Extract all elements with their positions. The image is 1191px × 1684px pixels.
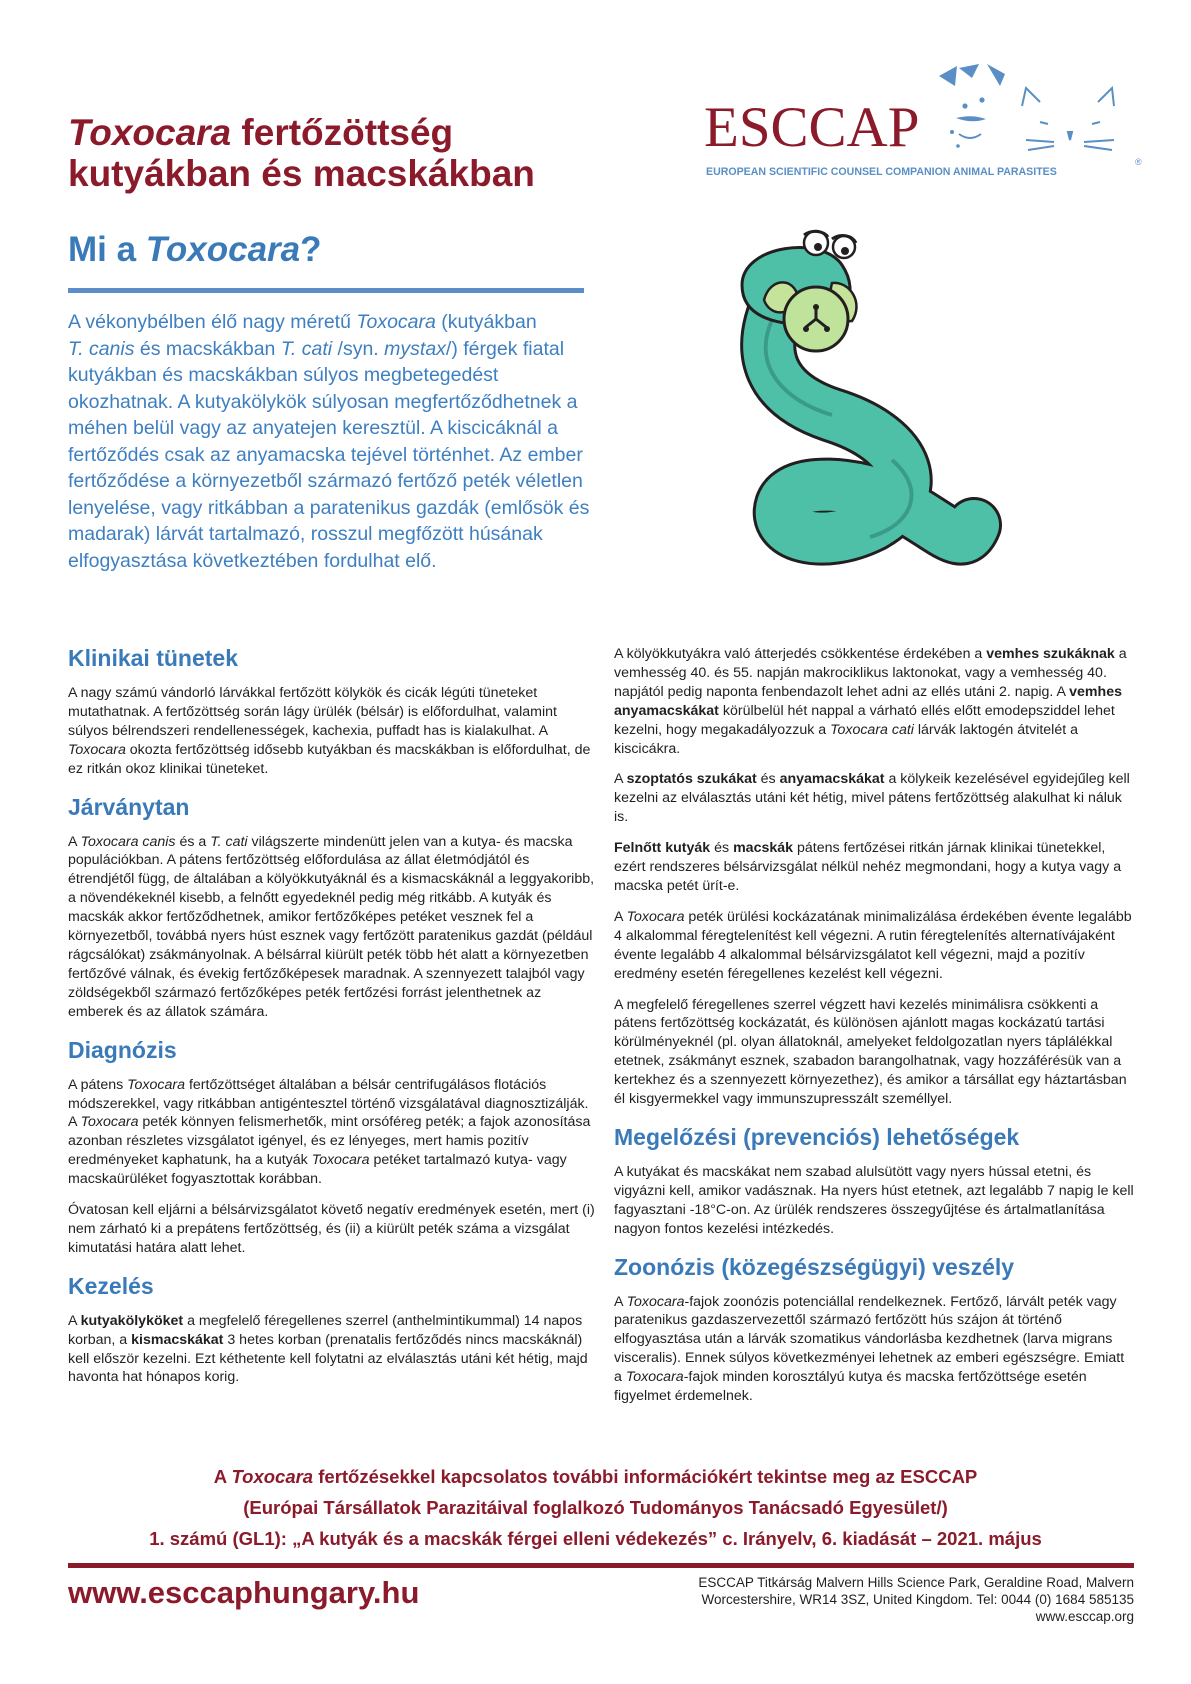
- title-line2: kutyákban és macskákban: [68, 153, 535, 194]
- col2-p3-bold-2: macskák: [733, 840, 794, 857]
- klinikai-italic: Toxocara: [68, 741, 126, 758]
- heading-diagnozis: Diagnózis: [68, 1036, 177, 1063]
- col2-p2-text-2: és: [756, 771, 780, 788]
- col2-paragraph-3: [614, 839, 1134, 896]
- diagnozis-text-4: petéket tartalmazó kutya- vagy macskaürüléket fogyasztottak korábban.: [68, 1152, 567, 1188]
- diagnozis-paragraph-1: [68, 1076, 596, 1189]
- paw-icon: [950, 97, 986, 147]
- intro-italic-3: T. cati: [280, 337, 333, 360]
- intro-text-1: A vékonybélben élő nagy méretű: [68, 311, 357, 333]
- intro-text-3: és macskákban: [134, 337, 281, 360]
- intro-text-4: /syn.: [332, 337, 385, 360]
- diagnozis-italic-2: Toxocara: [80, 1114, 139, 1131]
- toxocara-worm-illustration: [712, 225, 1002, 585]
- kezeles-bold-1: kutyakölyköket: [80, 1312, 184, 1329]
- diagnozis-italic-3: Toxocara: [311, 1152, 370, 1169]
- diagnozis-italic-1: Toxocara: [127, 1076, 186, 1093]
- col2-paragraph-2: [614, 770, 1134, 827]
- address-line-2: Worcestershire, WR14 3SZ, United Kingdom. Tel: 0044 (0) 1684 585135: [701, 1592, 1134, 1607]
- esccap-logo: [704, 62, 1144, 202]
- footer-line1-italic: Toxocara: [231, 1466, 314, 1487]
- footer-line1-text-1: A: [213, 1466, 232, 1487]
- heading-kezeles: Kezelés: [68, 1272, 154, 1299]
- col2-p1-text-1: A kölyökkutyákra való átterjedés csökkentése érdekében a: [614, 646, 987, 662]
- jarvanytan-text-3: világszerte mindenütt jelen van a kutya- és macska populációkban. A pátens fertőzöttség előfordulása az állat életmódjától és étrendjétől függ, de általában a kölyökkutyáknál és a kismacskáknál a leggyakoribb, a növendékeknél kisebb, a felnőtt egyedeknél pedig még ritkább. A kutyák és macskák akkor fertőződhetnek, amikor fertőzőképes petéket vesznek fel a környezetből, továbbá nyers húst esznek vagy fertőzött paratenikus gazdát (például rágcsálókat) zsákmányolnak. A bélsárral kiürült peték több hét alatt a környezetben fertőzővé válnak, és évekig fertőzőképesek maradnak. A szennyezett talajból vagy zöldségekből származó fertőzőképes peték fertőzési forrást jelenthetnek az emberek és az állatok számára.: [68, 833, 595, 1020]
- subtitle-prefix: Mi a: [68, 230, 146, 269]
- footer-line2: (Európai Társállatok Parazitáival foglalkozó Tudományos Tanácsadó Egyesület/): [243, 1497, 948, 1518]
- col2-p1-bold-2: vemhes anyamacskákat: [614, 683, 1122, 719]
- left-column: [68, 645, 596, 1399]
- zoonozis-text-1: A: [614, 1293, 627, 1310]
- col2-paragraph-5: A megfelelő féregellenes szerrel végzett havi kezelés minimálisra csökkenti a pátens fertőzöttség kockázatát, és különösen ajánlott magas kockázatú tartási körülményeknél (pl. olyan állatoknál, amelyeket feldolgozatlan nyers táplálékkal etetnek, zsákmányt esznek, szabadon barangolhatnak, vagy hozzáférésük van a kertekhez és a szennyezett környezethez), és amikor a társállat egy háztartásban él kisgyermekkel vagy immunszupresszált személlyel.: [614, 996, 1127, 1108]
- col2-p2-bold-2: anyamacskákat: [779, 771, 885, 788]
- dog-ear-icon: [939, 64, 1005, 86]
- diagnozis-text-3: peték könnyen felismerhetők, mint orsóféreg peték; a fajok azonosítása azonban részletes vizsgálatot igényel, és ez lényeges, mert hamis pozitív eredményeket kaphatunk, ha a kutyák: [68, 1114, 591, 1169]
- col2-p1-text-2: a vemhesség 40. és 55. napján makrociklikus laktonokat, vagy a vemhesség 40. napjától pedig naponta fenbendazolt lehet adni az ellés utáni 2. napig. A: [614, 646, 1127, 700]
- title-divider: [68, 288, 584, 293]
- zoonozis-italic-1: Toxocara: [626, 1293, 685, 1310]
- heading-jarvanytan: Járványtan: [68, 793, 190, 820]
- klinikai-paragraph: [68, 684, 596, 779]
- subtitle-suffix: ?: [300, 230, 322, 269]
- jarvanytan-text-2: és a: [175, 833, 211, 850]
- address-website-link[interactable]: www.esccap.org: [1035, 1609, 1134, 1624]
- kezeles-text-1: A: [68, 1312, 81, 1329]
- footer-line3: 1. számú (GL1): „A kutyák és a macskák férgei elleni védekezés” c. Irányelv, 6. kiadását – 2021. május: [149, 1528, 1042, 1549]
- zoonozis-italic-2: Toxocara: [625, 1369, 684, 1386]
- col2-p3-bold-1: Felnőtt kutyák: [614, 840, 711, 857]
- col2-p1-text-3: körülbelül hét nappal a várható ellés előtt emodepsziddel lehet kezelni, hogy megakadályozzuk a: [614, 702, 1115, 738]
- title-line1: fertőzöttség: [231, 112, 454, 153]
- page-title: [68, 112, 628, 194]
- cat-face-icon: [1022, 88, 1114, 150]
- logo-tagline: EUROPEAN SCIENTIFIC COUNSEL COMPANION ANIMAL PARASITES: [706, 166, 1057, 178]
- section-title-what-is: [68, 230, 322, 270]
- jarvanytan-italic-1: Toxocara canis: [80, 833, 176, 850]
- zoonozis-paragraph: [614, 1293, 1134, 1406]
- secretariat-address: [600, 1574, 1134, 1625]
- worm-graphic: [712, 225, 1002, 585]
- klinikai-text-2: okozta fertőzöttség idősebb kutyákban és macskákban is előfordulhat, de ez ritkán okoz klinikai tüneteket.: [68, 741, 591, 777]
- col2-p4-text-1: A: [614, 908, 627, 925]
- title-italic: Toxocara: [68, 112, 232, 153]
- jarvanytan-italic-2: T. cati: [210, 833, 248, 850]
- intro-text-2: (kutyákban: [435, 311, 537, 333]
- intro-text-5: /) férgek fiatal kutyákban és macskákban súlyos megbetegedést okozhatnak. A kutyakölykök súlyosan megfertőződhetnek a méhen belül vagy az anyatejen keresztül. A kiscicáknál a fertőződés csak az anyamacska tejével történhet. Az ember fertőződése a környezetből származó fertőző peték véletlen lenyelése, vagy ritkábban a paratenikus gazdák (emlősök és madarak) lárvát tartalmazó, rosszul megfőzött húsának elfogyasztása következtében fordulhat elő.: [68, 337, 590, 572]
- klinikai-text-1: A nagy számú vándorló lárvákkal fertőzött kölykök és cicák légúti tüneteket mutathatnak. A fertőzöttség során lágy ürülék (bélsár) is előfordulhat, valamint súlyos bélrendszeri rendellenességek, kachexia, puffadt has is kialakulhat. A: [68, 685, 557, 739]
- subtitle-italic: Toxocara: [145, 230, 301, 269]
- intro-italic-2: T. canis: [68, 337, 135, 360]
- jarvanytan-paragraph: [68, 833, 596, 1022]
- right-column: [614, 645, 1134, 1418]
- intro-italic-1: Toxocara: [356, 311, 436, 333]
- logo-wordmark: ESCCAP: [704, 96, 920, 159]
- logo-registered: ®: [1135, 157, 1142, 167]
- intro-italic-4: mystax: [384, 337, 446, 360]
- kezeles-bold-2: kismacskákat: [131, 1331, 224, 1348]
- footer-info: [80, 1461, 1111, 1554]
- col2-p4-text-2: peték ürülési kockázatának minimalizálása érdekében évente legalább 4 alkalommal féregtelenítést kell végezni. A rutin féregtelenítés alternatívájaként évente legalább 4 alkalommal bélsárvizsgálatot kell végezni, majd a pozitív eredmény esetén féregellenes kezelést kell végezni.: [614, 908, 1132, 982]
- diagnozis-text-2: fertőzöttséget általában a bélsár centrifugálásos flotációs módszerekkel, vagy ritkábban antigéntesztel történő vizsgálatával diagnosztizálják. A: [68, 1076, 589, 1131]
- footer-divider: [68, 1563, 1134, 1568]
- esccap-logo-graphic: [704, 62, 1144, 202]
- footer-line1-text-2: fertőzésekkel kapcsolatos további információkért tekintse meg az ESCCAP: [313, 1466, 978, 1487]
- col2-paragraph-4: [614, 908, 1134, 984]
- heading-klinikai: Klinikai tünetek: [68, 645, 238, 671]
- col2-paragraph-1: [614, 645, 1134, 758]
- col2-p3-text-1: és: [710, 840, 734, 857]
- zoonozis-text-2: -fajok zoonózis potenciállal rendelkeznek. Fertőző, lárvált peték vagy paratenikus gazdaszervezettől származó fertőzött hús szájon át történő elfogyasztása után a lárvák szomatikus vándorlásba kezdhetnek (larva migrans visceralis). Ennek súlyos következményei lehetnek az emberi egészségre. Emiatt a: [614, 1293, 1125, 1386]
- jarvanytan-text-1: A: [68, 833, 81, 850]
- col2-p4-italic: Toxocara: [626, 908, 685, 925]
- col2-p2-bold-1: szoptatós szukákat: [626, 771, 757, 788]
- col2-p3-text-2: pátens fertőzései ritkán járnak klinikai tünetekkel, ezért rendszeres bélsárvizsgálat nélkül nehéz megmondani, hogy a kutya vagy a macska petét ürít-e.: [614, 840, 1122, 894]
- heading-zoonozis: Zoonózis (közegészségügyi) veszély: [614, 1253, 1015, 1280]
- kezeles-text-2: a megfelelő féregellenes szerrel (anthelmintikummal) 14 napos korban, a: [68, 1312, 583, 1348]
- heading-megelozes: Megelőzési (prevenciós) lehetőségek: [614, 1123, 1020, 1150]
- kezeles-text-3: 3 hetes korban (prenatalis fertőződés nincs macskáknál) kell először kezelni. Ezt kéthetente kell folytatni az elválasztás utáni két hétig, majd havonta hat hónapos korig.: [68, 1331, 588, 1386]
- kezeles-paragraph: [68, 1312, 596, 1388]
- col2-p1-text-4: lárvák laktogén átvitelét a kiscicákra.: [614, 721, 1078, 757]
- diagnozis-text-1: A pátens: [68, 1076, 128, 1093]
- diagnozis-paragraph-2: Óvatosan kell eljárni a bélsárvizsgálatot követő negatív eredmények esetén, mert (i) nem zárható ki a prepátens fertőzöttség, és (ii) a kiürült peték száma a vizsgálat kimutatási határa alatt lehet.: [68, 1202, 595, 1256]
- address-line-1: ESCCAP Titkárság Malvern Hills Science Park, Geraldine Road, Malvern: [698, 1575, 1134, 1590]
- zoonozis-text-3: -fajok minden korosztályú kutya és macska fertőzöttsége esetén figyelmet érdemelnek.: [614, 1369, 1087, 1405]
- col2-p1-bold-1: vemhes szukáknak: [986, 646, 1115, 662]
- col2-p2-text-3: a kölykeik kezelésével egyidejűleg kell kezelni az elválasztás utáni két hétig, mivel pátens fertőzöttség alakulhat ki náluk is.: [614, 771, 1130, 826]
- col2-p1-italic: Toxocara cati: [830, 721, 914, 738]
- col2-p2-text-1: A: [614, 771, 627, 788]
- intro-paragraph: [68, 309, 593, 574]
- website-link[interactable]: www.esccaphungary.hu: [68, 1575, 420, 1610]
- megelozes-paragraph: A kutyákat és macskákat nem szabad alulsütött vagy nyers hússal etetni, és vigyázni kell, amikor vadásznak. Ha nyers húst etetnek, azt legalább 7 napig le kell fagyasztani -18°C-on. Az ürülék rendszeres összegyűjtése és ártalmatlanítása nagyon fontos kezelési intézkedés.: [614, 1163, 1134, 1237]
